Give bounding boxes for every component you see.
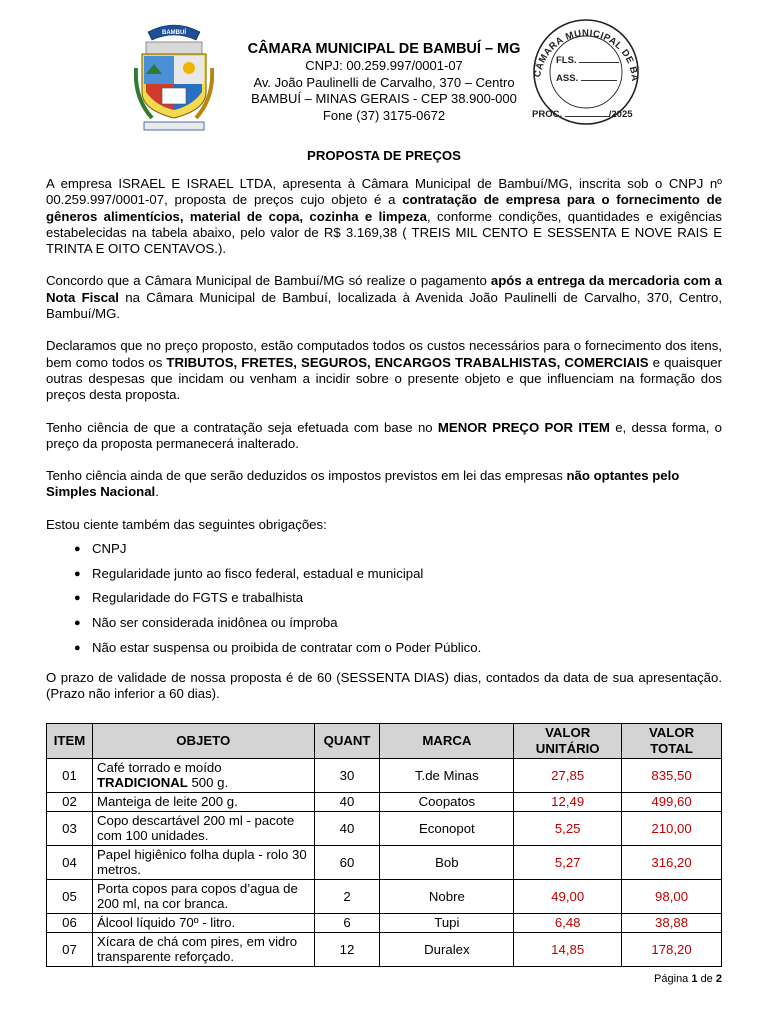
cell-quant: 6 [314,914,380,933]
cell-marca: Tupi [380,914,514,933]
cell-objeto: Álcool líquido 70º - litro. [92,914,314,933]
p5-text-bold: não optantes pelo Simples Nacional [46,468,680,500]
bullet-icon: ● [74,543,81,556]
cell-marca: Bob [380,846,514,880]
cell-valor-total: 210,00 [622,812,722,846]
cell-valor-unitario: 27,85 [514,759,622,793]
p3-text-bold: TRIBUTOS, FRETES, SEGUROS, ENCARGOS TRABALHISTAS, COMERCIAIS [166,354,649,370]
cell-valor-total: 178,20 [622,933,722,967]
footer-page-total: 2 [715,973,722,985]
stamp-fls-label: FLS. [556,55,577,66]
col-header-item: ITEM [47,724,93,759]
cell-valor-unitario: 12,49 [514,793,622,812]
bullet-icon: ● [74,641,81,654]
cell-marca: T.de Minas [380,759,514,793]
stamp-proc-label: PROC. [532,109,563,120]
col-header-marca: MARCA [380,724,514,759]
cell-objeto: Manteiga de leite 200 g. [92,793,314,812]
bullet-icon: ● [74,592,81,605]
cell-valor-total: 98,00 [622,880,722,914]
stamp-ass-label: ASS. [556,73,579,84]
table-header-row [47,724,722,759]
table-row [47,812,722,846]
cell-objeto: Papel higiênico folha dupla - rolo 30 metros. [92,846,314,880]
table-row [47,914,722,933]
table-row [47,933,722,967]
p4-text-a: Tenho ciência de que a contratação seja efetuada com base no [46,419,438,435]
cell-objeto: Xícara de chá com pires, em vidro transparente reforçado. [92,933,314,967]
p1-text-a: A empresa ISRAEL E ISRAEL LTDA, apresenta à Câmara Municipal de Bambuí/MG, inscrita sob o CNPJ nº 00.259.997/0001-07, proposta de preços cujo objeto é a [46,176,722,208]
header-cnpj: CNPJ: 00.259.997/0001-07 [305,58,463,73]
header-address: Av. João Paulinelli de Carvalho, 370 – Centro [253,74,515,90]
p4-text-bold: MENOR PREÇO POR ITEM [437,419,610,435]
p1-text-c: , conforme condições, quantidades e exigências estabelecidas na tabela abaixo, pelo valor de R$ 3.169,38 ( TREIS MIL CENTO E SESSENTA E NOVE RAIS E TRINTA E OITO CENTAVOS.). [46,208,722,257]
cell-marca: Nobre [380,880,514,914]
list-item [74,541,722,557]
list-item [74,615,722,631]
cell-item: 02 [47,793,93,812]
header-city: BAMBUÍ – MINAS GERAIS - CEP 38.900-000 [251,91,517,106]
footer-of-label: de [700,973,713,985]
table-row [47,759,722,793]
paragraph-costs [46,338,722,403]
obligation-text: Regularidade do FGTS e trabalhista [92,590,304,606]
obligations-list [46,541,722,656]
document-body [46,148,722,967]
coat-label: BAMBUÍ [162,30,186,36]
footer-page-number: 1 [691,973,698,985]
cell-valor-unitario: 5,25 [514,812,622,846]
paragraph-lowest-price [46,420,722,453]
cell-quant: 2 [314,880,380,914]
list-item [74,640,722,656]
obligation-text: Não estar suspensa ou proibida de contratar com o Poder Público. [92,639,482,655]
page-footer [654,973,722,985]
col-header-quant: QUANT [314,724,380,759]
cell-valor-total: 38,88 [622,914,722,933]
table-row [47,846,722,880]
cell-valor-unitario: 6,48 [514,914,622,933]
p5-text-a: Tenho ciência ainda de que serão deduzidos os impostos previstos em lei das empresas [46,468,567,484]
p1-text-bold: contratação de empresa para o fornecimento de gêneros alimentícios, material de copa, cozinha e limpeza [46,192,722,224]
cell-valor-total: 316,20 [622,846,722,880]
obligation-text: Regularidade junto ao fisco federal, estadual e municipal [92,565,424,581]
items-table [46,723,722,967]
cell-valor-total: 835,50 [622,759,722,793]
p2-text-a: Concordo que a Câmara Municipal de Bambuí/MG só realize o pagamento [46,273,491,289]
cell-quant: 30 [314,759,380,793]
footer-page-label: Página [654,973,689,985]
cell-valor-total: 499,60 [622,793,722,812]
obligation-text: Não ser considerada inidônea ou ímproba [92,615,338,631]
cell-valor-unitario: 14,85 [514,933,622,967]
cell-item: 03 [47,812,93,846]
p4-text-c: e, dessa forma, o preço da proposta permanecerá inalterado. [46,419,722,451]
coat-of-arms-logo [134,18,214,136]
cell-objeto: Porta copos para copos d’agua de 200 ml, na cor branca. [92,880,314,914]
table-row [47,793,722,812]
col-header-valor-total: VALOR TOTAL [622,724,722,759]
col-header-objeto: OBJETO [92,724,314,759]
paragraph-validity: O prazo de validade de nossa proposta é de 60 (SESSENTA DIAS) dias, contados da data de sua apresentação. (Prazo não inferior a 60 dias). [46,669,722,702]
cell-objeto: Copo descartável 200 ml - pacote com 100 unidades. [92,812,314,846]
cell-marca: Econopot [380,812,514,846]
stamp-ring-text: CÂMARA MUNICIPAL DE BA [532,27,641,83]
header-phone: Fone (37) 3175-0672 [322,107,446,123]
col-header-valor-unitario: VALOR UNITÁRIO [514,724,622,759]
table-row [47,880,722,914]
protocol-stamp [526,12,646,127]
p3-text-c: e quaisquer outras despesas que incidam ou venham a incidir sobre o presente objeto e que influenciam na formação dos preços desta proposta. [46,354,722,403]
document-header [0,0,768,140]
list-item [74,566,722,582]
coat-of-arms-icon [134,18,214,136]
paragraph-taxes [46,468,722,501]
cell-valor-unitario: 5,27 [514,846,622,880]
cell-item: 04 [47,846,93,880]
header-title: CÂMARA MUNICIPAL DE BAMBUÍ – MG [247,41,521,57]
obligation-text: CNPJ [92,541,127,557]
document-title: PROPOSTA DE PREÇOS [307,148,461,163]
p3-text-a: Declaramos que no preço proposto, estão computados todos os custos necessários para o fornecimento dos itens, bem como todos os [46,338,722,370]
cell-quant: 40 [314,812,380,846]
paragraph-obligations-intro: Estou ciente também das seguintes obrigações: [46,516,327,532]
cell-item: 06 [47,914,93,933]
list-item [74,590,722,606]
cell-valor-unitario: 49,00 [514,880,622,914]
cell-objeto: Café torrado e moído TRADICIONAL 500 g. [92,759,314,793]
cell-marca: Coopatos [380,793,514,812]
p2-text-bold: após a entrega da mercadoria com a Nota Fiscal [46,273,722,305]
paragraph-company-proposal [46,176,722,257]
p5-text-c: . [155,484,159,500]
cell-item: 05 [47,880,93,914]
cell-quant: 12 [314,933,380,967]
stamp-proc-year: /2025 [608,109,633,120]
cell-quant: 60 [314,846,380,880]
bullet-icon: ● [74,567,81,580]
header-text-block [234,40,534,124]
cell-item: 01 [47,759,93,793]
cell-marca: Duralex [380,933,514,967]
paragraph-payment [46,273,722,322]
cell-item: 07 [47,933,93,967]
bullet-icon: ● [74,617,81,630]
p2-text-c: na Câmara Municipal de Bambuí, localizada à Avenida João Paulinelli de Carvalho, 370, Centro, Bambuí/MG. [46,289,722,322]
cell-quant: 40 [314,793,380,812]
